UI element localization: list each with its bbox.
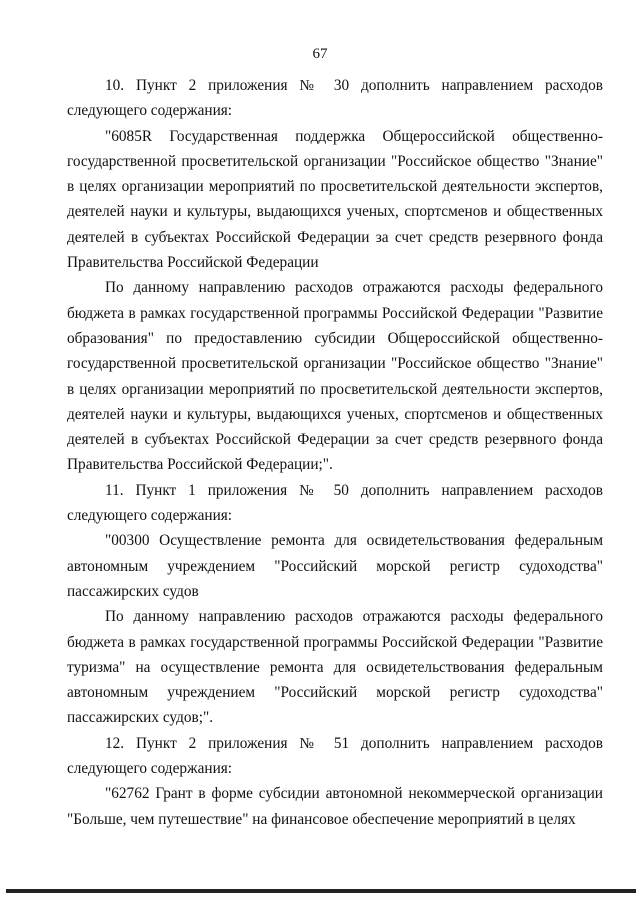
paragraph-00300-entry: "00300 Осуществление ремонта для освидетельствования федеральным автономным учреждением "Российский морской регистр судоходства" пассажирских судов xyxy=(67,532,603,600)
paragraph-6085r-entry: "6085R Государственная поддержка Общероссийской общественно-государственной просветительской организации "Российское общество "Знание" в целях организации мероприятий по просветительской деятельности экспертов, деятелей науки и культуры, выдающихся ученых, спортсменов и общественных деятелей в субъектах Российской Федерации за счет средств резервного фонда Правительства Российской Федерации xyxy=(67,127,603,272)
page-number: 67 xyxy=(312,46,328,62)
paragraph-item-12-heading: 12. Пункт 2 приложения № 51 дополнить направлением расходов следующего содержания: xyxy=(67,734,603,778)
paragraph-62762-entry: "62762 Грант в форме субсидии автономной некоммерческой организации "Больше, чем путешествие" на финансовое обеспечение мероприятий в целях xyxy=(67,785,603,828)
document-body xyxy=(67,73,603,832)
paragraph-item-11-heading: 11. Пункт 1 приложения № 50 дополнить направлением расходов следующего содержания: xyxy=(67,481,603,525)
paragraph-6085r-description: По данному направлению расходов отражаются расходы федерального бюджета в рамках государственной программы Российской Федерации "Развитие образования" по предоставлению субсидии Общероссийской общественно-государственной просветительской организации "Российское общество "Знание" в целях организации мероприятий по просветительской деятельности экспертов, деятелей науки и культуры, выдающихся ученых, спортсменов и общественных деятелей в субъектах Российской Федерации за счет средств резервного фонда Правительства Российской Федерации;". xyxy=(67,279,603,474)
paragraph-item-10-heading: 10. Пункт 2 приложения № 30 дополнить направлением расходов следующего содержания: xyxy=(67,77,603,120)
scan-bottom-edge xyxy=(6,889,636,893)
paragraph-00300-description: По данному направлению расходов отражаются расходы федерального бюджета в рамках государственной программы Российской Федерации "Развитие туризма" на осуществление ремонта для освидетельствования федеральным автономным учреждением "Российский морской регистр судоходства" пассажирских судов;". xyxy=(67,608,603,727)
